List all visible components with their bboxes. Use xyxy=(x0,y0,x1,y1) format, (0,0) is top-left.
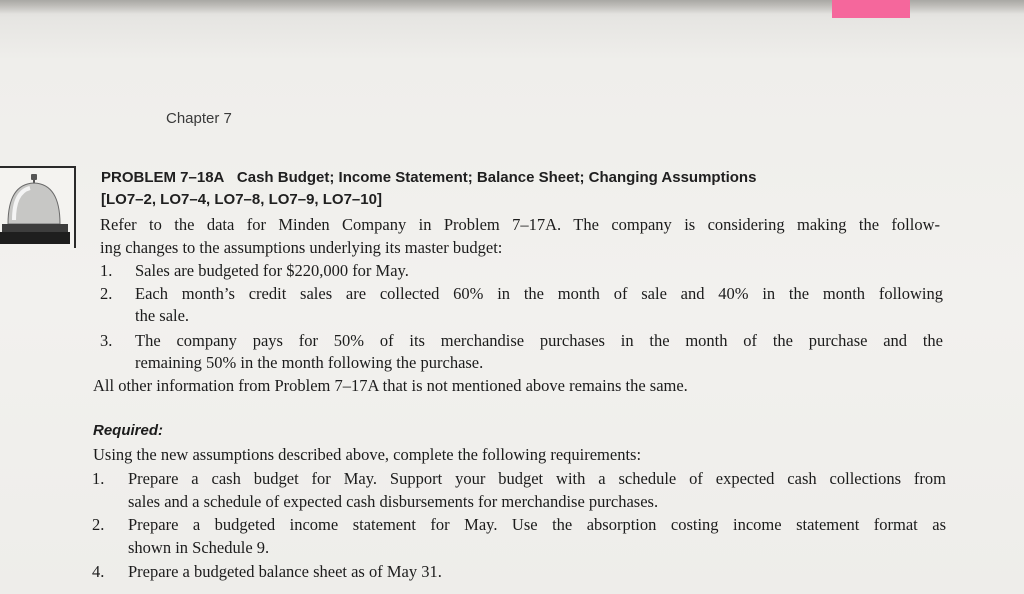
problem-objectives: [LO7–2, LO7–4, LO7–8, LO7–9, LO7–10] xyxy=(101,191,382,208)
requirement-number: 1. xyxy=(92,469,105,488)
change-number: 1. xyxy=(100,261,113,280)
requirement-text: Prepare a cash budget for May. Support your budget with a schedule of expected cash collections from xyxy=(128,469,946,488)
margin-rule-vertical xyxy=(74,166,76,248)
change-text: Each month’s credit sales are collected 60% in the month of sale and 40% in the month following xyxy=(135,284,943,303)
change-number: 2. xyxy=(100,284,113,303)
requirement-number: 4. xyxy=(92,562,105,581)
problem-title: Cash Budget; Income Statement; Balance Sheet; Changing Assumptions xyxy=(236,169,757,186)
change-text: The company pays for 50% of its merchandise purchases in the month of the purchase and the xyxy=(135,331,943,350)
requirement-text-continued: sales and a schedule of expected cash disbursements for merchandise purchases. xyxy=(128,492,659,511)
required-intro: Using the new assumptions described above, complete the following requirements: xyxy=(93,445,642,464)
intro-line-1: Refer to the data for Minden Company in Problem 7–17A. The company is considering making the follow- xyxy=(100,215,940,234)
requirement-text-continued: shown in Schedule 9. xyxy=(128,538,270,557)
requirement-text: Prepare a budgeted income statement for May. Use the absorption costing income statement format as xyxy=(128,515,946,534)
sticky-note-tab xyxy=(832,0,910,18)
chapter-label: Chapter 7 xyxy=(166,110,232,127)
change-text-continued: remaining 50% in the month following the purchase. xyxy=(135,353,484,372)
closing-statement: All other information from Problem 7–17A that is not mentioned above remains the same. xyxy=(93,376,688,395)
margin-rule-horizontal xyxy=(0,166,76,168)
problem-number: PROBLEM 7–18A xyxy=(101,169,225,186)
change-text: Sales are budgeted for $220,000 for May. xyxy=(135,261,409,280)
required-heading: Required: xyxy=(93,422,164,439)
intro-line-2: ing changes to the assumptions underlying its master budget: xyxy=(100,238,503,257)
requirement-number: 2. xyxy=(92,515,105,534)
change-text-continued: the sale. xyxy=(135,306,190,325)
service-bell-icon xyxy=(0,166,76,250)
problem-heading xyxy=(101,169,756,186)
requirement-text: Prepare a budgeted balance sheet as of May 31. xyxy=(128,562,442,581)
change-number: 3. xyxy=(100,331,113,350)
